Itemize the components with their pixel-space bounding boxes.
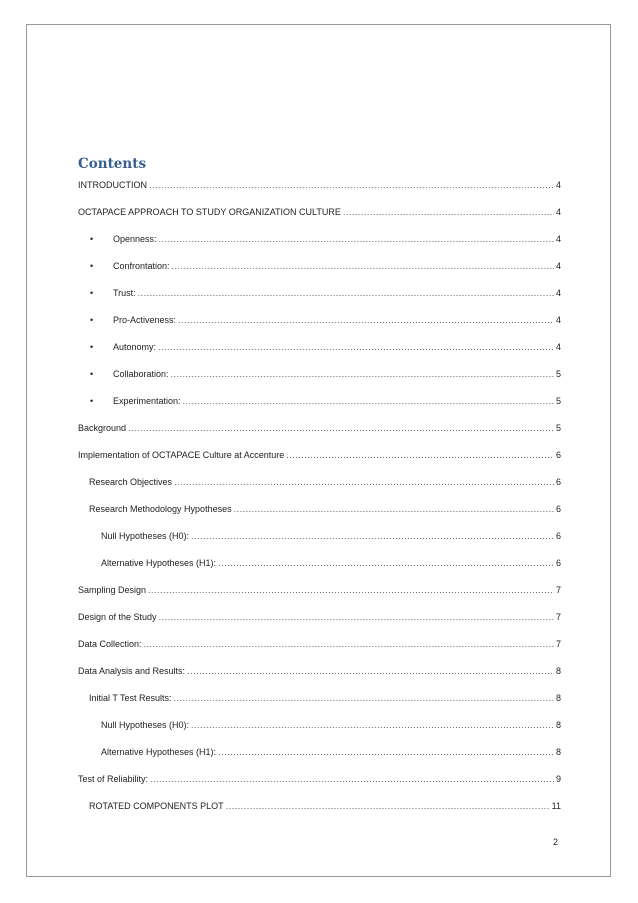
contents-heading: Contents: [78, 156, 147, 172]
toc-entry-text: Implementation of OCTAPACE Culture at Accenture: [78, 450, 285, 460]
toc-page-number: 6: [555, 477, 561, 487]
toc-entry-test-of-reliability[interactable]: [78, 769, 561, 796]
toc-page-number: 8: [555, 720, 561, 730]
toc-entry-octapace-approach[interactable]: [78, 202, 561, 229]
toc-page-number: 6: [555, 531, 561, 541]
toc-entry-introduction[interactable]: [78, 175, 561, 202]
toc-entry-text: Alternative Hypotheses (H1):: [101, 558, 217, 568]
dot-leader: [138, 283, 554, 303]
bullet-icon: •: [90, 315, 94, 325]
toc-entry-text: Data Collection:: [78, 639, 142, 649]
toc-page-number: 7: [555, 612, 561, 622]
toc-page-number: 8: [555, 693, 561, 703]
toc-entry-text: Trust:: [113, 288, 136, 298]
toc-entry-alternative-hypotheses-2[interactable]: [78, 742, 561, 769]
toc-entry-text: Research Methodology Hypotheses: [89, 504, 232, 514]
dot-leader: [187, 661, 554, 681]
toc-entry-trust[interactable]: [78, 283, 561, 310]
dot-leader: [149, 175, 554, 195]
toc-entry-research-objectives[interactable]: [78, 472, 561, 499]
toc-entry-text: Data Analysis and Results:: [78, 666, 186, 676]
toc-entry-text: Initial T Test Results:: [89, 693, 172, 703]
toc-page-number: 11: [551, 801, 561, 811]
toc-entry-alternative-hypotheses-1[interactable]: [78, 553, 561, 580]
toc-entry-rotated-components-plot[interactable]: [78, 796, 561, 823]
toc-page-number: 6: [555, 558, 561, 568]
toc-page-number: 5: [555, 423, 561, 433]
toc-entry-design-of-study[interactable]: [78, 607, 561, 634]
page-number: 2: [553, 837, 559, 847]
dot-leader: [183, 391, 554, 411]
toc-page-number: 4: [555, 288, 561, 298]
toc-entry-text: OCTAPACE APPROACH TO STUDY ORGANIZATION CULTURE: [78, 207, 341, 217]
toc-entry-text: Null Hypotheses (H0):: [101, 531, 190, 541]
toc-entry-text: Alternative Hypotheses (H1):: [101, 747, 217, 757]
toc-page-number: 4: [555, 207, 561, 217]
dot-leader: [343, 202, 554, 222]
toc-entry-sampling-design[interactable]: [78, 580, 561, 607]
toc-entry-text: ROTATED COMPONENTS PLOT: [89, 801, 224, 811]
bullet-icon: •: [90, 234, 94, 244]
toc-entry-implementation[interactable]: [78, 445, 561, 472]
toc-entry-text: Design of the Study: [78, 612, 157, 622]
dot-leader: [172, 256, 554, 276]
dot-leader: [226, 796, 550, 816]
bullet-icon: •: [90, 342, 94, 352]
toc-entry-data-analysis[interactable]: [78, 661, 561, 688]
bullet-icon: •: [90, 261, 94, 271]
toc-entry-text: Collaboration:: [113, 369, 169, 379]
toc-entry-openness[interactable]: [78, 229, 561, 256]
toc-entry-autonomy[interactable]: [78, 337, 561, 364]
toc-entry-research-methodology[interactable]: [78, 499, 561, 526]
toc-page-number: 9: [555, 774, 561, 784]
toc-entry-text: Background: [78, 423, 127, 433]
toc-page-number: 8: [555, 666, 561, 676]
toc-page-number: 5: [555, 396, 561, 406]
dot-leader: [174, 688, 554, 708]
toc-page-number: 4: [555, 261, 561, 271]
dot-leader: [158, 337, 554, 357]
toc-page-number: 8: [555, 747, 561, 757]
toc-entry-text: Research Objectives: [89, 477, 173, 487]
toc-entry-text: Pro-Activeness:: [113, 315, 177, 325]
toc-entry-background[interactable]: [78, 418, 561, 445]
toc-entry-initial-t-test[interactable]: [78, 688, 561, 715]
toc-entry-text: Autonomy:: [113, 342, 157, 352]
toc-page-number: 7: [555, 585, 561, 595]
dot-leader: [218, 553, 554, 573]
dot-leader: [191, 715, 554, 735]
toc-page-number: 4: [555, 234, 561, 244]
toc-entry-null-hypotheses-2[interactable]: [78, 715, 561, 742]
toc-entry-confrontation[interactable]: [78, 256, 561, 283]
toc-entry-null-hypotheses-1[interactable]: [78, 526, 561, 553]
toc-page-number: 4: [555, 315, 561, 325]
dot-leader: [159, 229, 554, 249]
toc-entry-text: Sampling Design: [78, 585, 147, 595]
toc-page-number: 7: [555, 639, 561, 649]
dot-leader: [286, 445, 554, 465]
toc-page-number: 4: [555, 180, 561, 190]
toc-entry-data-collection[interactable]: [78, 634, 561, 661]
dot-leader: [144, 634, 554, 654]
bullet-icon: •: [90, 396, 94, 406]
toc-entry-text: Openness:: [113, 234, 157, 244]
dot-leader: [148, 580, 554, 600]
dot-leader: [234, 499, 554, 519]
toc-entry-pro-activeness[interactable]: [78, 310, 561, 337]
table-of-contents: [78, 175, 561, 823]
toc-entry-text: Null Hypotheses (H0):: [101, 720, 190, 730]
dot-leader: [178, 310, 554, 330]
dot-leader: [174, 472, 554, 492]
toc-entry-experimentation[interactable]: [78, 391, 561, 418]
toc-entry-collaboration[interactable]: [78, 364, 561, 391]
toc-page-number: 6: [555, 450, 561, 460]
dot-leader: [171, 364, 554, 384]
dot-leader: [218, 742, 554, 762]
toc-page-number: 4: [555, 342, 561, 352]
toc-entry-text: INTRODUCTION: [78, 180, 147, 190]
dot-leader: [128, 418, 554, 438]
toc-page-number: 5: [555, 369, 561, 379]
dot-leader: [150, 769, 554, 789]
toc-entry-text: Experimentation:: [113, 396, 181, 406]
toc-entry-text: Test of Reliability:: [78, 774, 149, 784]
toc-page-number: 6: [555, 504, 561, 514]
dot-leader: [191, 526, 554, 546]
bullet-icon: •: [90, 369, 94, 379]
toc-entry-text: Confrontation:: [113, 261, 170, 271]
dot-leader: [159, 607, 554, 627]
bullet-icon: •: [90, 288, 94, 298]
